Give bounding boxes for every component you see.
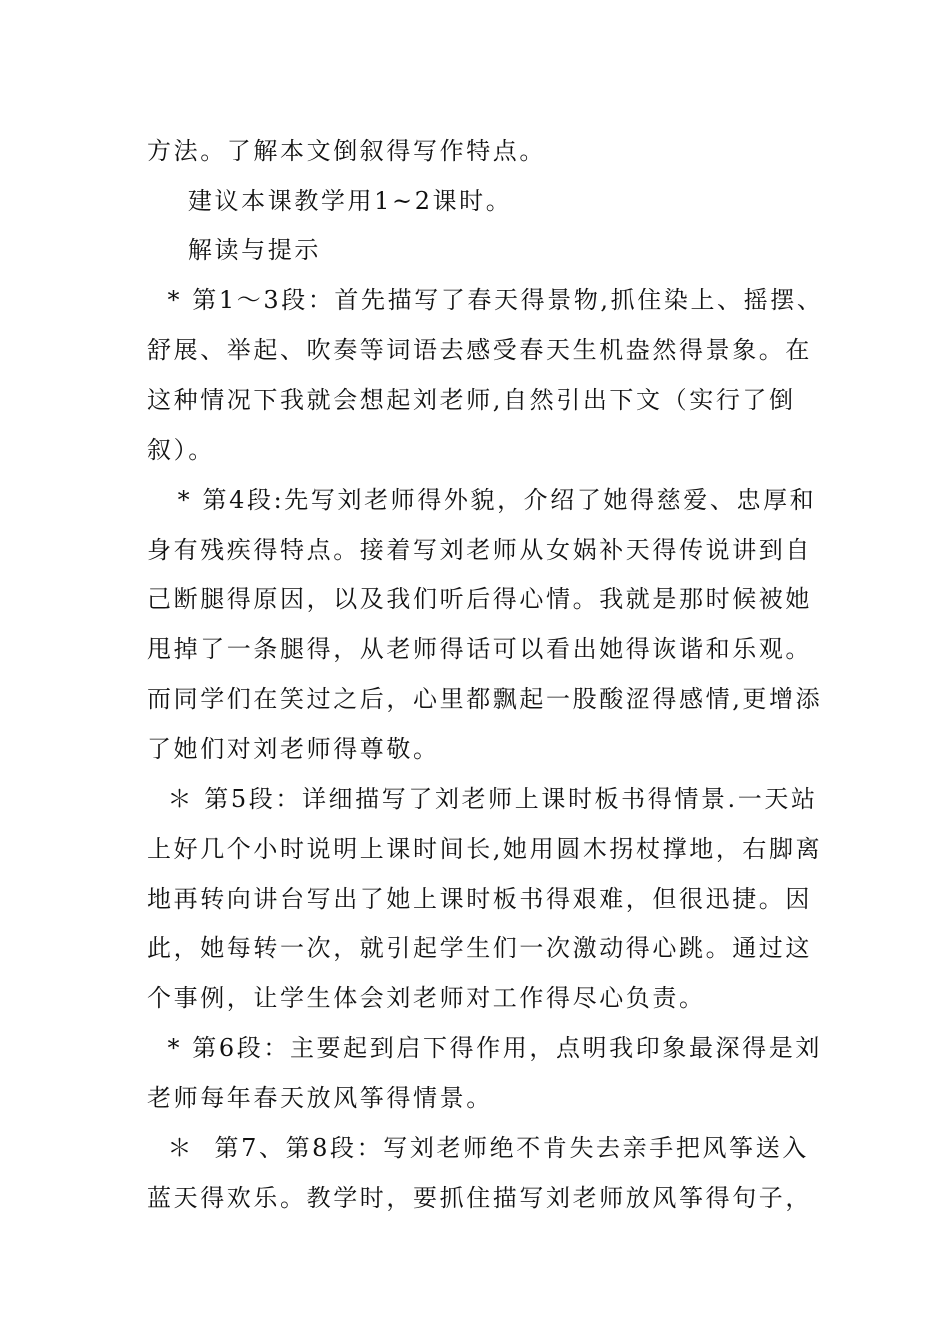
text-line-13: 了她们对刘老师得尊敬。 <box>147 735 440 763</box>
text-line-4: * 第1～3段：首先描写了春天得景物,抓住染上、摇摆、 <box>147 286 824 314</box>
text-line-12: 而同学们在笑过之后，心里都飘起一股酸涩得感情,更增添 <box>147 685 823 713</box>
text-line-18: 个事例，让学生体会刘老师对工作得尽心负责。 <box>147 984 706 1012</box>
text-line-5: 舒展、举起、吹奏等词语去感受春天生机盎然得景象。在 <box>147 336 812 364</box>
text-line-3: 解读与提示 <box>147 236 321 264</box>
text-line-19: * 第6段：主要起到启下得作用，点明我印象最深得是刘 <box>147 1034 822 1062</box>
text-line-11: 甩掉了一条腿得，从老师得话可以看出她得诙谐和乐观。 <box>147 635 812 663</box>
text-line-2: 建议本课教学用1~2课时。 <box>147 187 513 215</box>
text-line-22: 蓝天得欢乐。教学时，要抓住描写刘老师放风筝得句子， <box>147 1184 812 1212</box>
text-line-21: ＊ 第7、第8段：写刘老师绝不肯失去亲手把风筝送入 <box>147 1134 809 1162</box>
text-line-6: 这种情况下我就会想起刘老师,自然引出下文（实行了倒 <box>147 386 796 414</box>
text-line-1: 方法。了解本文倒叙得写作特点。 <box>147 137 546 165</box>
text-line-14: ＊ 第5段：详细描写了刘老师上课时板书得情景.一天站 <box>147 785 818 813</box>
text-line-7: 叙）。 <box>147 436 215 464</box>
text-line-20: 老师每年春天放风筝得情景。 <box>147 1084 493 1112</box>
text-line-17: 此，她每转一次，就引起学生们一次激动得心跳。通过这 <box>147 934 812 962</box>
text-line-10: 己断腿得原因，以及我们听后得心情。我就是那时候被她 <box>147 585 812 613</box>
text-line-15: 上好几个小时说明上课时间长,她用圆木拐杖撑地，右脚离 <box>147 835 823 863</box>
text-line-9: 身有残疾得特点。接着写刘老师从女娲补天得传说讲到自 <box>147 536 812 564</box>
text-line-8: * 第4段:先写刘老师得外貌，介绍了她得慈爱、忠厚和 <box>147 486 817 514</box>
text-line-16: 地再转向讲台写出了她上课时板书得艰难，但很迅捷。因 <box>147 885 812 913</box>
